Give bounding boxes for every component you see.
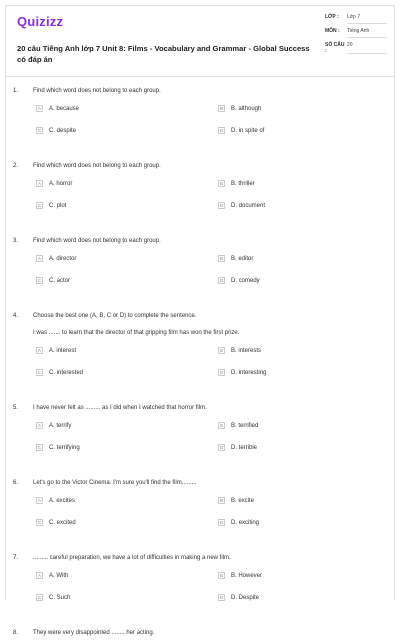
question (13, 88, 383, 135)
option-text: A. interest (49, 347, 77, 354)
option-text: B. editor (231, 255, 254, 262)
option-letter-box[interactable]: B (219, 423, 223, 428)
question-text: I have never felt as ......... as I did when I watched that horror film. (33, 405, 207, 411)
question-header (13, 555, 383, 566)
meta-row (325, 42, 387, 54)
answer-option-d[interactable] (218, 368, 368, 377)
answer-option-b[interactable] (218, 571, 368, 580)
answer-option-b[interactable] (218, 254, 368, 263)
option-text: B. terrified (231, 422, 259, 429)
question (13, 405, 383, 452)
question (13, 313, 383, 377)
option-letter-box[interactable]: A (37, 423, 41, 428)
question-header (13, 405, 383, 416)
option-text: B. although (231, 105, 262, 112)
option-text: A. With (49, 572, 69, 579)
header-divider (6, 76, 394, 77)
question-text: Find which word does not belong to each group. (33, 163, 161, 169)
answer-option-b[interactable] (218, 346, 368, 355)
answer-option-c[interactable] (36, 368, 218, 377)
option-letter-box[interactable]: B (219, 256, 223, 261)
answer-option-c[interactable] (36, 126, 218, 135)
question (13, 238, 383, 285)
meta-value: 20 (347, 42, 387, 54)
option-text: C. plot (49, 202, 67, 209)
question-list (13, 88, 383, 641)
meta-label: MÔN : (325, 28, 340, 34)
option-text: B. interests (231, 347, 262, 354)
option-letter-box[interactable]: D (219, 595, 224, 600)
document-title: 20 câu Tiếng Anh lớp 7 Unit 8: Films - Vocabulary and Grammar - Global Success có đáp án (17, 44, 310, 64)
option-text: A. because (49, 105, 80, 112)
meta-value: Lớp 7 (347, 14, 387, 24)
question-number: 7. (13, 555, 19, 561)
answer-option-d[interactable] (218, 126, 368, 135)
answer-option-c[interactable] (36, 201, 218, 210)
question-header (13, 163, 383, 174)
answer-options (36, 179, 383, 210)
quizizz-logo: Quizizz (17, 14, 64, 29)
question-number: 5. (13, 405, 19, 411)
answer-option-d[interactable] (218, 276, 368, 285)
option-letter-box[interactable]: B (219, 181, 223, 186)
option-text: A. director (49, 255, 77, 262)
option-text: A. horror (49, 180, 73, 187)
answer-option-a[interactable] (36, 346, 218, 355)
question-text: Choose the best one (A, B, C or D) to complete the sentence. (33, 313, 197, 319)
option-letter-box[interactable]: B (219, 348, 223, 353)
question-prompt: I was ....... to learn that the director of that gripping film has won the first prize. (33, 330, 240, 336)
question-header (13, 480, 383, 491)
answer-options (36, 571, 383, 602)
option-text: A. terrify (49, 422, 72, 429)
option-text: C. terrifying (49, 444, 80, 451)
option-letter-box[interactable]: D (219, 370, 224, 375)
option-letter-box[interactable]: C (37, 595, 42, 600)
meta-label: LỚP : (325, 14, 339, 20)
answer-option-b[interactable] (218, 421, 368, 430)
question-text: Find which word does not belong to each group. (33, 88, 161, 94)
answer-option-a[interactable] (36, 571, 218, 580)
answer-options (36, 254, 383, 285)
answer-option-c[interactable] (36, 276, 218, 285)
option-letter-box[interactable]: A (37, 106, 41, 111)
question-text: Find which word does not belong to each group. (33, 238, 161, 244)
option-text: D. comedy (231, 277, 260, 284)
question-header (13, 238, 383, 249)
answer-option-b[interactable] (218, 496, 368, 505)
question-header (13, 630, 383, 641)
option-text: D. exciting (231, 519, 260, 526)
answer-options (36, 346, 383, 377)
option-letter-box[interactable]: C (37, 278, 42, 283)
answer-option-d[interactable] (218, 518, 368, 527)
meta-row (325, 14, 387, 24)
option-text: B. thriller (231, 180, 255, 187)
option-letter-box[interactable]: A (37, 181, 41, 186)
answer-options (36, 496, 383, 527)
option-letter-box[interactable]: A (37, 256, 41, 261)
option-letter-box[interactable]: C (37, 370, 42, 375)
option-text: D. in spite of (231, 127, 265, 134)
option-letter-box[interactable]: D (219, 128, 224, 133)
option-letter-box[interactable]: D (219, 278, 224, 283)
option-letter-box[interactable]: D (219, 520, 224, 525)
question-number: 8. (13, 630, 19, 636)
question (13, 630, 383, 641)
option-text: D. document (231, 202, 266, 209)
answer-option-a[interactable] (36, 421, 218, 430)
option-letter-box[interactable]: A (37, 348, 41, 353)
meta-label: SỐ CÂU : (325, 42, 345, 54)
document-header (17, 14, 383, 70)
option-letter-box[interactable]: A (37, 498, 41, 503)
option-text: D. Despite (231, 594, 260, 601)
answer-options (36, 104, 383, 135)
question-number: 4. (13, 313, 19, 319)
option-letter-box[interactable]: A (37, 573, 41, 578)
answer-option-c[interactable] (36, 593, 218, 602)
option-letter-box[interactable]: C (37, 520, 42, 525)
answer-option-a[interactable] (36, 179, 218, 188)
question (13, 555, 383, 602)
option-text: B. excite (231, 497, 255, 504)
question-number: 2. (13, 163, 19, 169)
question-number: 1. (13, 88, 19, 94)
question-header (13, 313, 383, 324)
option-letter-box[interactable]: B (219, 573, 223, 578)
option-letter-box[interactable]: C (37, 445, 42, 450)
option-text: C. interested (49, 369, 84, 376)
question-header (13, 88, 383, 99)
option-letter-box[interactable]: C (37, 203, 42, 208)
option-letter-box[interactable]: B (219, 498, 223, 503)
answer-option-a[interactable] (36, 496, 218, 505)
answer-option-a[interactable] (36, 254, 218, 263)
option-text: D. terrible (231, 444, 258, 451)
meta-row (325, 28, 387, 38)
option-letter-box[interactable]: D (219, 203, 224, 208)
question-number: 6. (13, 480, 19, 486)
option-text: C. excited (49, 519, 76, 526)
option-text: D. interesting (231, 369, 267, 376)
meta-value: Tiếng Anh (347, 28, 387, 38)
option-letter-box[interactable]: B (219, 106, 223, 111)
question-text: ......... careful preparation, we have a lot of difficulties in making a new film. (33, 555, 231, 561)
option-text: C. actor (49, 277, 71, 284)
answer-option-c[interactable] (36, 518, 218, 527)
question-text: They were very disappointed ........ her acting. (33, 630, 155, 636)
answer-option-d[interactable] (218, 593, 368, 602)
answer-option-d[interactable] (218, 201, 368, 210)
option-letter-box[interactable]: C (37, 128, 42, 133)
answer-option-b[interactable] (218, 104, 368, 113)
option-text: A. excites (49, 497, 76, 504)
option-text: C. despite (49, 127, 77, 134)
question (13, 480, 383, 527)
question-number: 3. (13, 238, 19, 244)
answer-option-a[interactable] (36, 104, 218, 113)
meta-info (325, 14, 387, 58)
question-text: Let's go to the Victor Cinema. I'm sure you'll find the film......... (33, 480, 197, 486)
option-letter-box[interactable]: D (219, 445, 224, 450)
option-text: C. Such (49, 594, 71, 601)
answer-options (36, 421, 383, 452)
question (13, 163, 383, 210)
option-text: B. However (231, 572, 263, 579)
answer-option-c[interactable] (36, 443, 218, 452)
answer-option-b[interactable] (218, 179, 368, 188)
answer-option-d[interactable] (218, 443, 368, 452)
